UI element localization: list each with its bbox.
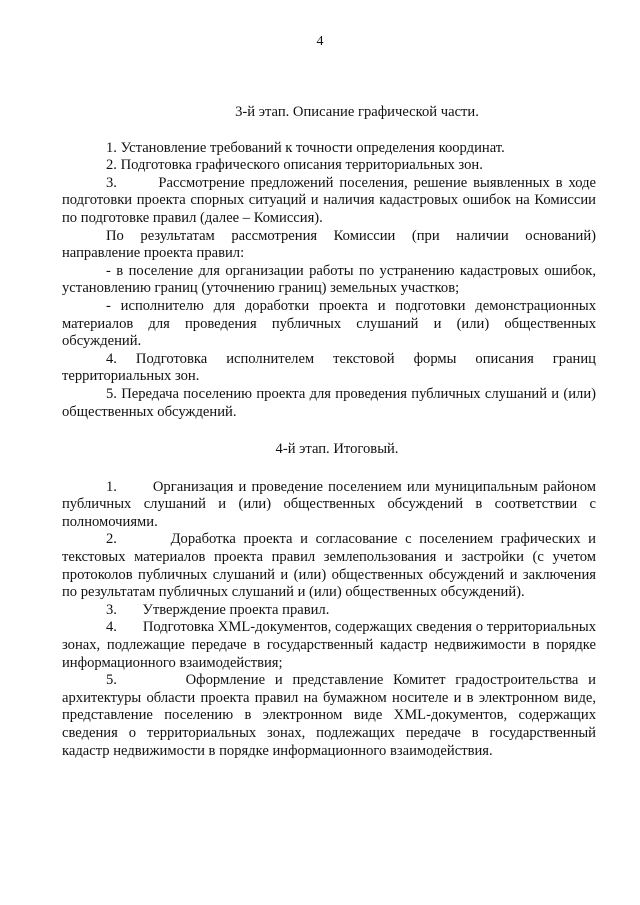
stage4-item: 5. Оформление и представление Комитет градостроительства и архитектуры области проекта правил на бумажном носителе и в электронном виде, представление поселению в электронном виде XML-документов, содержащих сведения о территориальных зонах, подлежащих передаче в государственный кадастр недвижимости в порядке информационного взаимодействия. (62, 672, 600, 759)
stage4-item: 1. Организация и проведение поселением или муниципальным районом публичных слушаний и (или) общественных обсуждений в соответствии с полномочиями. (62, 478, 600, 530)
stage3-item: 2. Подготовка графического описания территориальных зон. (106, 157, 483, 174)
stage3-item: 4. Подготовка исполнителем текстовой формы описания границ территориальных зон. (62, 350, 596, 385)
stage4-section (62, 478, 600, 761)
stage4-item: 3. Утверждение проекта правил. (106, 601, 330, 618)
document-body (62, 104, 600, 760)
stage3-heading: 3-й этап. Описание графической части. (235, 104, 479, 120)
stage4-heading: 4-й этап. Итоговый. (275, 441, 399, 458)
stage4-item: 4. Подготовка XML-документов, содержащих сведения о территориальных зонах, подлежащие передаче в государственный кадастр недвижимости в порядке информационного взаимодействия; (62, 619, 600, 671)
page-number: 4 (316, 34, 324, 49)
stage3-paragraph: - в поселение для организации работы по устранению кадастровых ошибок, установлению границ (уточнению границ) земельных участков; (62, 262, 596, 297)
stage3-paragraph: - исполнителю для доработки проекта и подготовки демонстрационных материалов для проведения публичных слушаний и (или) общественных обсуждений. (62, 297, 596, 350)
stage3-section (62, 139, 600, 422)
stage3-item: 3. Рассмотрение предложений поселения, решение выявленных в ходе подготовки проекта спорных ситуаций и наличия кадастровых ошибок на Комиссии по подготовке правил (далее – Комиссия). (62, 174, 600, 226)
stage4-item: 2. Доработка проекта и согласование с поселением графических и текстовых материалов проекта правил землепользования и застройки (с учетом протоколов публичных слушаний и (или) общественных обсуждений и заключения по результатам публичных слушаний и (или) общественных обсуждений). (62, 531, 600, 601)
stage3-item: 5. Передача поселению проекта для проведения публичных слушаний и (или) общественных обсуждений. (62, 385, 596, 420)
stage3-item: 1. Установление требований к точности определения координат. (106, 139, 505, 156)
stage3-paragraph: По результатам рассмотрения Комиссии (при наличии оснований) направление проекта правил: (62, 227, 596, 262)
